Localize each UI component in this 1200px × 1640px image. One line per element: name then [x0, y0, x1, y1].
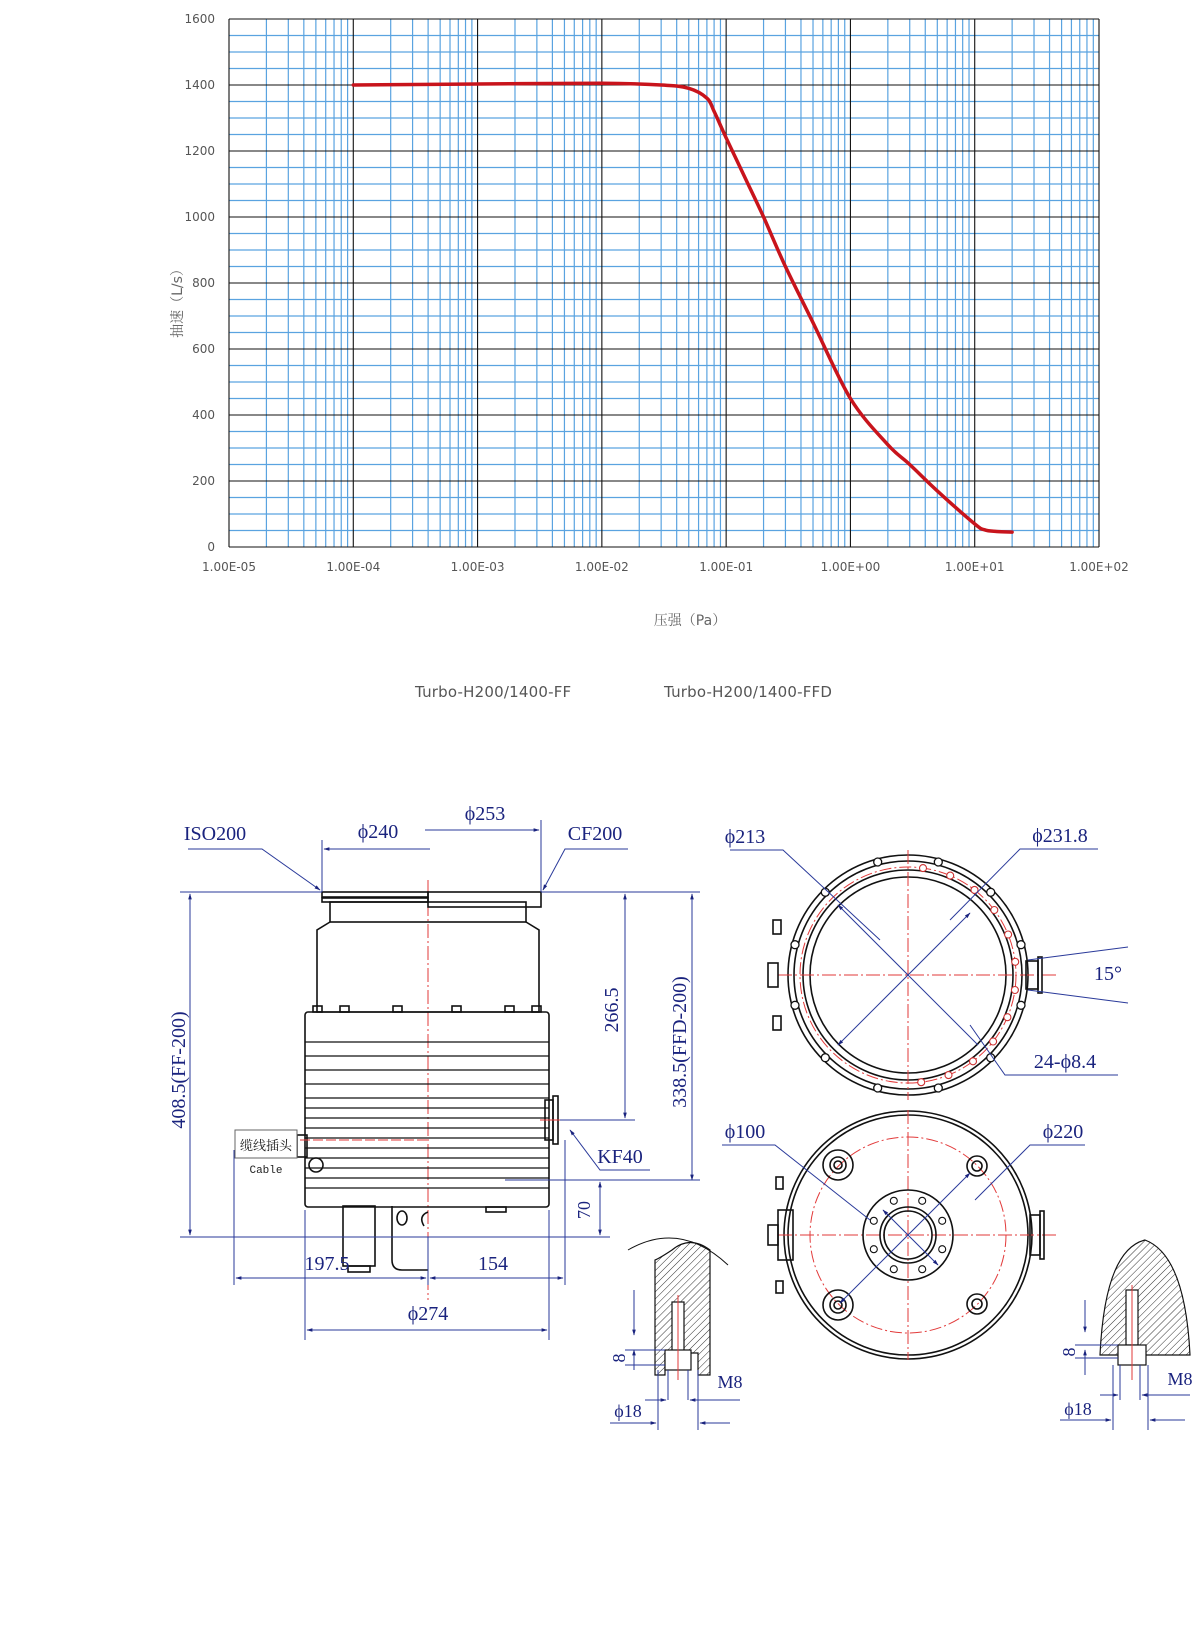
dim-height-ffd: 338.5(FFD-200)	[669, 976, 691, 1108]
x-axis-label: 压强（Pa）	[653, 613, 727, 629]
model-ff: Turbo-H200/1400-FF	[415, 683, 572, 701]
cf-flange-label: CF200	[567, 823, 623, 845]
dim-iso-diameter: ϕ240	[357, 821, 399, 843]
model-names	[0, 683, 1200, 707]
x-tick-label: 1.00E-01	[699, 560, 754, 574]
dim-cf-diameter: ϕ253	[464, 803, 506, 825]
dim-center-diameter: ϕ100	[724, 1121, 766, 1143]
dim-width-right: 154	[478, 1253, 508, 1275]
body-bolts	[313, 1006, 541, 1012]
foot-detail-right	[1059, 1240, 1193, 1430]
detail-dia-right: ϕ18	[1064, 1399, 1092, 1419]
dim-body-diameter: ϕ274	[407, 1303, 449, 1325]
x-tick-label: 1.00E-04	[326, 560, 381, 574]
y-tick-label: 1200	[184, 144, 215, 158]
dim-foot-circle: ϕ220	[1042, 1121, 1084, 1143]
y-tick-label: 600	[192, 342, 215, 356]
y-axis-ticks	[184, 12, 215, 554]
cable-label-cn: 缆线插头	[239, 1139, 293, 1154]
y-tick-label: 1600	[184, 12, 215, 26]
model-ffd: Turbo-H200/1400-FFD	[664, 683, 833, 701]
cable-label-en: Cable	[249, 1165, 283, 1177]
dim-height-ff: 408.5(FF-200)	[168, 1011, 190, 1129]
x-tick-label: 1.00E-02	[574, 560, 629, 574]
x-tick-label: 1.00E-05	[202, 560, 256, 574]
dim-height-port: 266.5	[601, 987, 623, 1033]
dimension-drawing	[0, 780, 1200, 1480]
dim-foot-height: 70	[574, 1201, 594, 1219]
side-view	[168, 803, 700, 1340]
y-tick-label: 0	[207, 540, 215, 554]
x-tick-label: 1.00E+02	[1069, 560, 1129, 574]
y-tick-label: 1000	[184, 210, 215, 224]
detail-thread-left: M8	[717, 1372, 743, 1392]
dim-bolt-circle: ϕ231.8	[1032, 825, 1088, 847]
detail-depth-right: 8	[1059, 1347, 1079, 1357]
kf-port-label: KF40	[597, 1146, 643, 1168]
y-tick-label: 1400	[184, 78, 215, 92]
detail-dia-left: ϕ18	[614, 1401, 642, 1421]
x-tick-label: 1.00E-03	[450, 560, 505, 574]
x-tick-label: 1.00E+01	[944, 560, 1005, 574]
pumping-speed-chart	[0, 0, 1200, 640]
dim-width-left: 197.5	[304, 1253, 350, 1275]
dim-inner-diameter: ϕ213	[724, 826, 766, 848]
y-tick-label: 800	[192, 276, 215, 290]
iso-flange-label: ISO200	[183, 823, 247, 845]
dim-angle: 15°	[1094, 963, 1122, 985]
detail-thread-right: M8	[1167, 1369, 1193, 1389]
y-tick-label: 200	[192, 474, 215, 488]
x-axis-ticks	[202, 560, 1129, 574]
cooling-fins	[305, 1042, 549, 1188]
detail-depth-left: 8	[609, 1353, 629, 1363]
dim-hole-pattern: 24-ϕ8.4	[1033, 1051, 1097, 1073]
y-axis-label: 抽速（L/s）	[170, 262, 186, 338]
x-tick-label: 1.00E+00	[820, 560, 881, 574]
y-tick-label: 400	[192, 408, 215, 422]
bottom-view	[768, 1110, 1058, 1360]
foot-detail-left	[609, 1238, 743, 1430]
